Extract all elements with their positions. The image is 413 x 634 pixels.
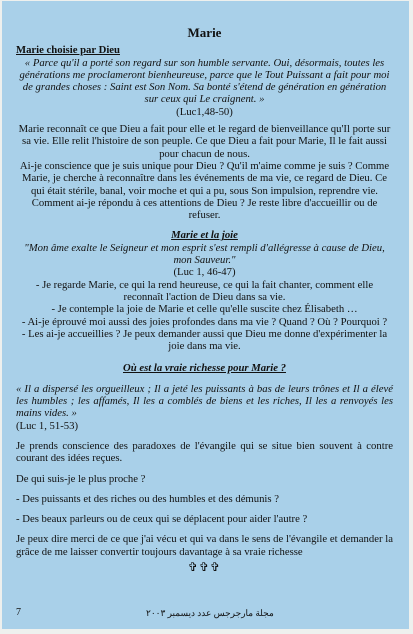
section-vraie-richesse: [16, 362, 393, 573]
document-page: [2, 1, 409, 629]
section-heading: Où est la vraie richesse pour Marie ?: [123, 362, 286, 375]
paragraph: Je prends conscience des paradoxes de l'évangile qui se situe bien souvent à contre courant des idées reçues.: [16, 439, 393, 465]
section-marie-joie: [16, 229, 393, 352]
section-heading: Marie et la joie: [171, 229, 238, 242]
crosses-ornament: ✞✞✞: [187, 559, 222, 574]
paragraph: - Ai-je éprouvé moi aussi des joies profondes dans ma vie ? Quand ? Où ? Pourquoi ?: [21, 315, 388, 328]
paragraph: Marie reconnaît ce que Dieu a fait pour elle et le regard de bienveillance qu'Il porte sur sa vie. Elle relit l'histoire de son peuple. Ce que Dieu a fait pour Marie, Il le fait aussi pour chacun de nous.: [18, 123, 391, 160]
paragraph: Comment ai-je répondu à ces attentions de Dieu ? Je reste libre d'accueillir ou de refuser.: [31, 196, 378, 222]
paragraph: Ai-je conscience que je suis unique pour Dieu ? Qu'il m'aime comme je suis ? Comme Marie, je cherche à reconnaître dans les événements de ma vie, ce regard de Dieu. Ce qui était stérile, banal, voir moche et qui a pu, sous Son impulsion, reprendre vie.: [19, 159, 390, 197]
page-title: Marie: [187, 25, 222, 40]
paragraph: - Des beaux parleurs ou de ceux qui se déplacent pour aider l'autre ?: [16, 513, 308, 526]
paragraph: - Des puissants et des riches ou des humbles et des démunis ?: [16, 492, 279, 505]
paragraph: - Je regarde Marie, ce qui la rend heureuse, ce qui la fait chanter, comment elle reconnaît l'action de Dieu dans sa vie.: [35, 278, 374, 303]
section-heading: Marie choisie par Dieu: [16, 44, 120, 57]
paragraph: De qui suis-je le plus proche ?: [16, 472, 146, 485]
paragraph: - Je contemple la joie de Marie et celle qu'elle suscite chez Élisabeth …: [51, 303, 358, 316]
footer-publication: مجلة مارجرجس عدد ديسمبر ٢٠٠٣: [146, 607, 274, 618]
paragraph: Je peux dire merci de ce que j'ai vécu et qui va dans le sens de l'évangile et demander la grâce de me laisser convertir toujours davantage à sa vraie richesse: [16, 533, 393, 558]
scripture-quote: « Il a dispersé les orgueilleux ; Il a jeté les puissants à bas de leurs trônes et Il a élevé les humbles ; les affamés, Il les a comblés de biens et les riches, Il les a renvoyés les mains vides. »: [16, 382, 393, 420]
section-marie-choisie: [16, 44, 393, 221]
scripture-quote: "Mon âme exalte le Seigneur et mon esprit s'est rempli d'allégresse à cause de Dieu, mon Sauveur.": [24, 241, 385, 267]
scripture-reference: (Luc 1, 51-53): [16, 419, 79, 432]
page-number: 7: [16, 606, 21, 618]
scripture-reference: (Luc1,48-50): [176, 105, 233, 118]
scripture-reference: (Luc 1, 46-47): [173, 266, 236, 279]
scripture-quote: « Parce qu'il a porté son regard sur son humble servante. Oui, désormais, toutes les générations me proclameront bienheureuse, parce que le Tout Puissant a fait pour moi de grandes choses : Saint est Son Nom. Sa bonté s'étend de génération en génération sur ceux qui Le craignent. »: [19, 56, 390, 106]
paragraph: - Les ai-je accueillies ? Je peux demander aussi que Dieu me donne d'expérimenter la joie dans ma vie.: [21, 327, 388, 353]
